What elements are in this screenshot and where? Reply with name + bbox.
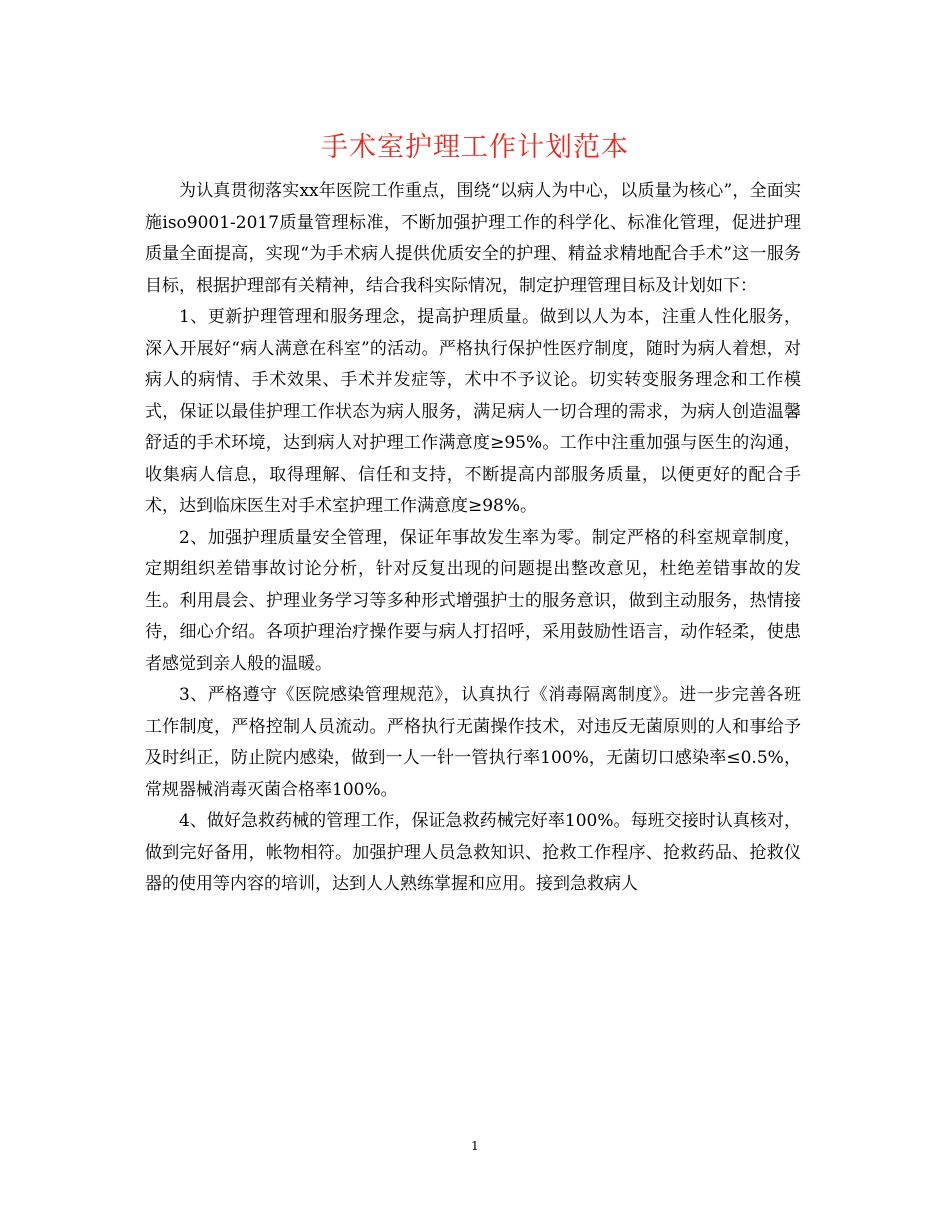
- paragraph-item-1: 1、更新护理管理和服务理念，提高护理质量。做到以人为本，注重人性化服务，深入开展好“病人满意在科室”的活动。严格执行保护性医疗制度，随时为病人着想，对病人的病情、手术效果、手术并发症等，术中不予议论。切实转变服务理念和工作模式，保证以最佳护理工作状态为病人服务，满足病人一切合理的需求，为病人创造温馨舒适的手术环境，达到病人对护理工作满意度≥95%。工作中注重加强与医生的沟通，收集病人信息，取得理解、信任和支持，不断提高内部服务质量，以便更好的配合手术，达到临床医生对手术室护理工作满意度≥98%。: [145, 307, 801, 516]
- document-title: 手术室护理工作计划范本: [321, 132, 629, 163]
- paragraph-item-2: 2、加强护理质量安全管理，保证年事故发生率为零。制定严格的科室规章制度，定期组织差错事故讨论分析，针对反复出现的问题提出整改意见，杜绝差错事故的发生。利用晨会、护理业务学习等多种形式增强护士的服务意识，做到主动服务，热情接待，细心介绍。各项护理治疗操作要与病人打招呼，采用鼓励性语言，动作轻柔，使患者感觉到亲人般的温暖。: [145, 527, 801, 674]
- document-body: [145, 176, 801, 901]
- paragraph-item-3: 3、严格遵守《医院感染管理规范》，认真执行《消毒隔离制度》。进一步完善各班工作制度，严格控制人员流动。严格执行无菌操作技术，对违反无菌原则的人和事给予及时纠正，防止院内感染，做到一人一针一管执行率100%，无菌切口感染率≤0.5%，常规器械消毒灭菌合格率100%。: [145, 685, 801, 800]
- paragraph-item-4: 4、做好急救药械的管理工作，保证急救药械完好率100%。每班交接时认真核对，做到完好备用，帐物相符。加强护理人员急救知识、抢救工作程序、抢救药品、抢救仪器的使用等内容的培训，达到人人熟练掌握和应用。接到急救病人: [145, 811, 801, 894]
- intro-paragraph: 为认真贯彻落实xx年医院工作重点，围绕“以病人为中心，以质量为核心”，全面实施iso9001-2017质量管理标准，不断加强护理工作的科学化、标准化管理，促进护理质量全面提高，实现“为手术病人提供优质安全的护理、精益求精地配合手术”这一服务目标，根据护理部有关精神，结合我科实际情况，制定护理管理目标及计划如下：: [145, 181, 801, 296]
- page-number: 1: [471, 1139, 479, 1153]
